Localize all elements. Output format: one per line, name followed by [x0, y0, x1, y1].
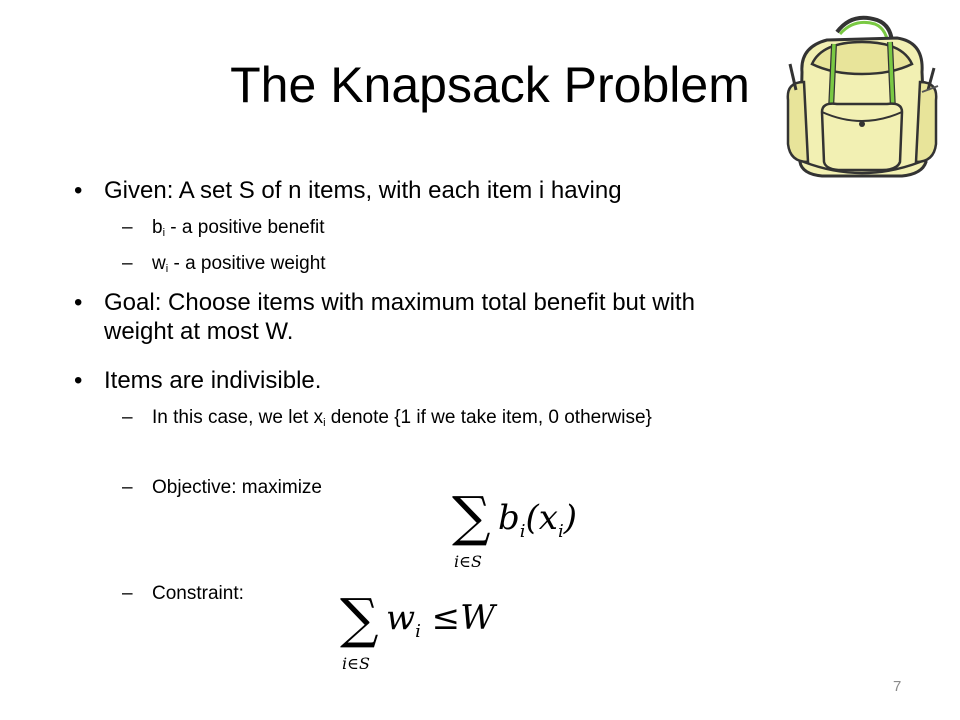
objective-text: Objective: maximize	[152, 477, 322, 498]
weight-sub: i	[165, 263, 169, 275]
constraint-formula	[340, 586, 520, 676]
term-x-sub: i	[557, 521, 564, 542]
case-text-prefix: In this case, we let x	[152, 407, 324, 428]
subbullet-objective	[122, 476, 322, 500]
subbullet-constraint	[122, 582, 244, 606]
term-w-sub: i	[415, 621, 421, 642]
benefit-var: b	[152, 217, 163, 238]
sum-subscript: i∈S	[454, 552, 482, 571]
weight-var: w	[152, 253, 166, 274]
benefit-sub: i	[162, 227, 166, 239]
case-text: denote {1 if we take item, 0 otherwise}	[325, 407, 652, 428]
bullet-given-text: Given: A set S of n items, with each item i having	[104, 177, 622, 204]
subbullet-weight	[122, 252, 326, 276]
term-close: )	[563, 498, 578, 538]
bullet-given	[74, 176, 622, 205]
bullet-indivisible	[74, 366, 322, 395]
sum-symbol: ∑	[340, 587, 379, 650]
constraint-text: Constraint:	[152, 583, 244, 604]
page-number: 7	[893, 678, 902, 695]
bullet-marker: •	[74, 367, 83, 394]
weight-text: - a positive weight	[168, 253, 326, 274]
sum-subscript: i∈S	[342, 654, 370, 673]
term-le-W: ≤W	[420, 598, 496, 638]
backpack-clipart-icon	[782, 12, 942, 180]
subbullet-benefit	[122, 216, 325, 240]
dash-marker: –	[122, 217, 133, 238]
term-x: (x	[525, 498, 558, 538]
dash-marker: –	[122, 477, 133, 498]
benefit-text: - a positive benefit	[165, 217, 325, 238]
bullet-goal	[74, 288, 695, 346]
bullet-goal-line2: weight at most W.	[104, 318, 294, 345]
term-b: b	[498, 498, 520, 538]
term-b-sub: i	[519, 521, 526, 542]
case-sub: i	[323, 417, 326, 429]
term-w: w	[386, 598, 416, 638]
constraint-term	[386, 598, 495, 642]
subbullet-case	[122, 406, 652, 430]
bullet-goal-line1: Goal: Choose items with maximum total benefit but with	[104, 289, 695, 316]
bullet-marker: •	[74, 177, 83, 204]
objective-formula	[452, 484, 652, 574]
bullet-indivisible-text: Items are indivisible.	[104, 367, 322, 394]
objective-term	[498, 498, 577, 542]
slide-title: The Knapsack Problem	[230, 57, 750, 113]
bullet-marker: •	[74, 289, 83, 316]
sum-symbol: ∑	[452, 485, 491, 548]
dash-marker: –	[122, 407, 133, 428]
dash-marker: –	[122, 253, 133, 274]
dash-marker: –	[122, 583, 133, 604]
